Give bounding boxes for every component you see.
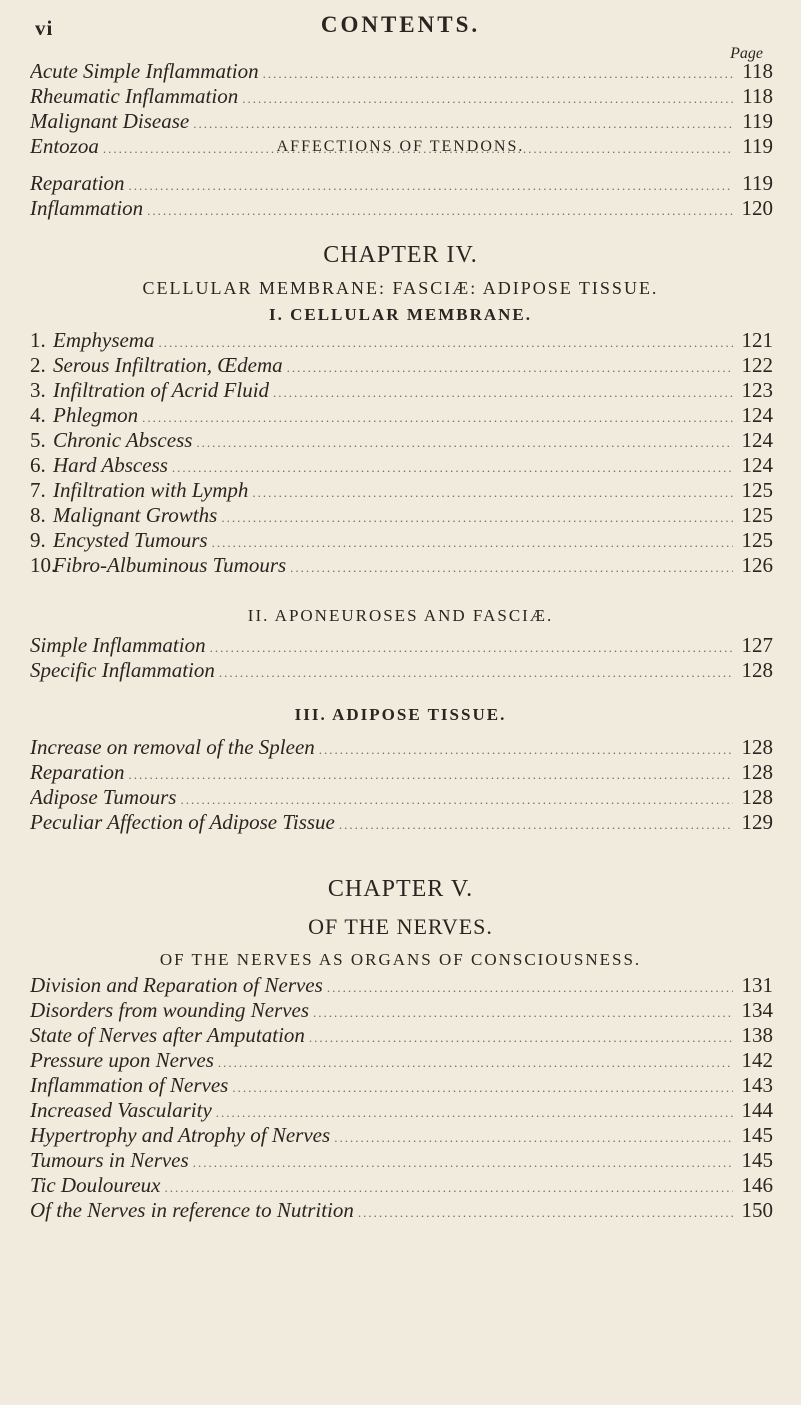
toc-entry xyxy=(30,1198,773,1223)
entry-title: Fibro-Albuminous Tumours xyxy=(53,553,287,577)
entry-title: Acute Simple Inflammation xyxy=(30,59,259,83)
section-heading: III. ADIPOSE TISSUE. xyxy=(294,705,507,724)
entry-page: 128 xyxy=(741,735,773,759)
toc-entry xyxy=(30,553,773,578)
toc-group-adipose xyxy=(30,735,773,835)
entry-page: 122 xyxy=(741,353,773,377)
dot-leader xyxy=(196,435,733,451)
section-heading: I. CELLULAR MEMBRANE. xyxy=(268,305,533,324)
entry-page: 118 xyxy=(742,84,773,108)
toc-entry xyxy=(30,658,773,683)
entry-title: Peculiar Affection of Adipose Tissue xyxy=(30,810,335,834)
dot-leader xyxy=(129,178,734,194)
toc-entry xyxy=(30,353,773,378)
section-heading: II. APONEUROSES AND FASCIÆ. xyxy=(247,606,554,625)
dot-leader xyxy=(309,1030,733,1046)
dot-leader xyxy=(339,817,733,833)
toc-entry xyxy=(30,810,773,835)
entry-number: 3. xyxy=(30,378,46,402)
entry-page: 119 xyxy=(742,109,773,133)
dot-leader xyxy=(129,767,734,783)
entry-page: 124 xyxy=(741,403,773,427)
entry-page: 124 xyxy=(741,453,773,477)
toc-entry xyxy=(30,735,773,760)
entry-page: 126 xyxy=(741,553,773,577)
chapter-heading: CHAPTER IV. xyxy=(323,242,478,268)
entry-number: 9. xyxy=(30,528,46,552)
entry-page: 119 xyxy=(742,134,773,158)
dot-leader xyxy=(327,980,733,996)
entry-title: Infiltration of Acrid Fluid xyxy=(53,378,270,402)
toc-entry xyxy=(30,1023,773,1048)
toc-entry xyxy=(30,1048,773,1073)
entry-title: Of the Nerves in reference to Nutrition xyxy=(30,1198,354,1222)
entry-title: Reparation xyxy=(30,171,125,195)
entry-page: 123 xyxy=(741,378,773,402)
entry-title: Rheumatic Inflammation xyxy=(30,84,239,108)
toc-entry xyxy=(30,1098,773,1123)
dot-leader xyxy=(158,335,733,351)
page-folio: vi xyxy=(35,16,54,40)
entry-page: 142 xyxy=(741,1048,773,1072)
section-heading-tendons: AFFECTIONS OF TENDONS. xyxy=(276,138,525,155)
entry-number: 5. xyxy=(30,428,46,452)
entry-title: Increased Vascularity xyxy=(30,1098,212,1122)
entry-page: 121 xyxy=(741,328,773,352)
entry-title: Simple Inflammation xyxy=(30,633,206,657)
entry-page: 125 xyxy=(741,503,773,527)
entry-title: Hypertrophy and Atrophy of Nerves xyxy=(30,1123,331,1147)
dot-leader xyxy=(232,1080,733,1096)
entry-title: Pressure upon Nerves xyxy=(30,1048,214,1072)
chapter-subtitle: CELLULAR MEMBRANE: FASCIÆ: ADIPOSE TISSUE. xyxy=(142,278,659,298)
entry-title: Phlegmon xyxy=(53,403,139,427)
toc-entry xyxy=(30,171,773,196)
dot-leader xyxy=(273,385,733,401)
entry-page: 146 xyxy=(741,1173,773,1197)
dot-leader xyxy=(221,510,733,526)
toc-entry xyxy=(30,785,773,810)
toc-group-cellular xyxy=(30,328,773,578)
entry-page: 128 xyxy=(741,785,773,809)
dot-leader xyxy=(147,203,733,219)
dot-leader xyxy=(219,665,733,681)
entry-page: 128 xyxy=(741,760,773,784)
toc-entry xyxy=(30,59,773,84)
entry-page: 128 xyxy=(741,658,773,682)
dot-leader xyxy=(142,410,733,426)
entry-title: Division and Reparation of Nerves xyxy=(30,973,323,997)
entry-page: 143 xyxy=(741,1073,773,1097)
entry-page: 145 xyxy=(741,1123,773,1147)
entry-page: 120 xyxy=(741,196,773,220)
entry-title: Inflammation of Nerves xyxy=(30,1073,229,1097)
toc-entry xyxy=(30,196,773,221)
dot-leader xyxy=(334,1130,733,1146)
dot-leader xyxy=(164,1180,733,1196)
entry-title: Serous Infiltration, Œdema xyxy=(53,353,283,377)
entry-title: Encysted Tumours xyxy=(53,528,208,552)
dot-leader xyxy=(290,560,733,576)
entry-title: Entozoa xyxy=(30,134,99,158)
entry-title: Malignant Disease xyxy=(30,109,190,133)
entry-title: Tumours in Nerves xyxy=(30,1148,189,1172)
toc-entry xyxy=(30,998,773,1023)
toc-entry xyxy=(30,528,773,553)
dot-leader xyxy=(242,91,733,107)
toc-entry xyxy=(30,328,773,353)
page-column-heading: Page xyxy=(730,45,763,62)
entry-title: Inflammation xyxy=(30,196,144,220)
toc-entry xyxy=(30,503,773,528)
entry-title: Reparation xyxy=(30,760,125,784)
toc-entry xyxy=(30,403,773,428)
dot-leader xyxy=(210,640,733,656)
entry-page: 150 xyxy=(741,1198,773,1222)
entry-page: 125 xyxy=(741,478,773,502)
entry-number: 4. xyxy=(30,403,46,427)
toc-entry xyxy=(30,1123,773,1148)
entry-page: 138 xyxy=(741,1023,773,1047)
dot-leader xyxy=(180,792,733,808)
dot-leader xyxy=(172,460,733,476)
dot-leader xyxy=(263,66,733,82)
running-head xyxy=(0,12,801,42)
dot-leader xyxy=(216,1105,733,1121)
entry-number: 8. xyxy=(30,503,46,527)
entry-number: 2. xyxy=(30,353,46,377)
entry-title: Tic Douloureux xyxy=(30,1173,161,1197)
entry-title: Disorders from wounding Nerves xyxy=(30,998,310,1022)
entry-page: 131 xyxy=(741,973,773,997)
toc-entry xyxy=(30,633,773,658)
toc-entry xyxy=(30,428,773,453)
dot-leader xyxy=(212,535,733,551)
toc-entry xyxy=(30,1148,773,1173)
entry-title: Emphysema xyxy=(53,328,155,352)
toc-entry xyxy=(30,1073,773,1098)
dot-leader xyxy=(287,360,733,376)
entry-page: 125 xyxy=(741,528,773,552)
chapter-subtitle: OF THE NERVES. xyxy=(308,914,493,939)
dot-leader xyxy=(358,1205,733,1221)
dot-leader xyxy=(252,485,733,501)
toc-entry xyxy=(30,1173,773,1198)
entry-page: 124 xyxy=(741,428,773,452)
entry-title: Adipose Tumours xyxy=(30,785,177,809)
section-heading: OF THE NERVES AS ORGANS OF CONSCIOUSNESS. xyxy=(159,950,642,969)
entry-title: Chronic Abscess xyxy=(53,428,193,452)
entry-page: 119 xyxy=(742,171,773,195)
entry-page: 118 xyxy=(742,59,773,83)
toc-entry xyxy=(30,84,773,109)
entry-page: 127 xyxy=(741,633,773,657)
entry-number: 10. xyxy=(30,553,57,577)
toc-group-tendons xyxy=(30,171,773,221)
entry-title: Hard Abscess xyxy=(53,453,168,477)
entry-page: 134 xyxy=(741,998,773,1022)
toc-entry xyxy=(30,760,773,785)
toc-entry xyxy=(30,378,773,403)
dot-leader xyxy=(193,116,733,132)
entry-number: 6. xyxy=(30,453,46,477)
dot-leader xyxy=(218,1055,733,1071)
running-title: CONTENTS. xyxy=(320,12,481,37)
entry-title: State of Nerves after Amputation xyxy=(30,1023,305,1047)
toc-entry xyxy=(30,973,773,998)
entry-number: 1. xyxy=(30,328,46,352)
dot-leader xyxy=(193,1155,733,1171)
entry-number: 7. xyxy=(30,478,46,502)
toc-entry xyxy=(30,453,773,478)
entry-page: 129 xyxy=(741,810,773,834)
dot-leader xyxy=(313,1005,733,1021)
toc-group-nerves xyxy=(30,973,773,1223)
dot-leader xyxy=(319,742,733,758)
entry-page: 144 xyxy=(741,1098,773,1122)
entry-title: Infiltration with Lymph xyxy=(53,478,249,502)
entry-title: Increase on removal of the Spleen xyxy=(30,735,315,759)
toc-group-fasciae xyxy=(30,633,773,683)
toc-entry xyxy=(30,109,773,134)
entry-title: Malignant Growths xyxy=(53,503,218,527)
toc-entry xyxy=(30,478,773,503)
entry-title: Specific Inflammation xyxy=(30,658,215,682)
entry-page: 145 xyxy=(741,1148,773,1172)
chapter-heading: CHAPTER V. xyxy=(327,876,474,902)
